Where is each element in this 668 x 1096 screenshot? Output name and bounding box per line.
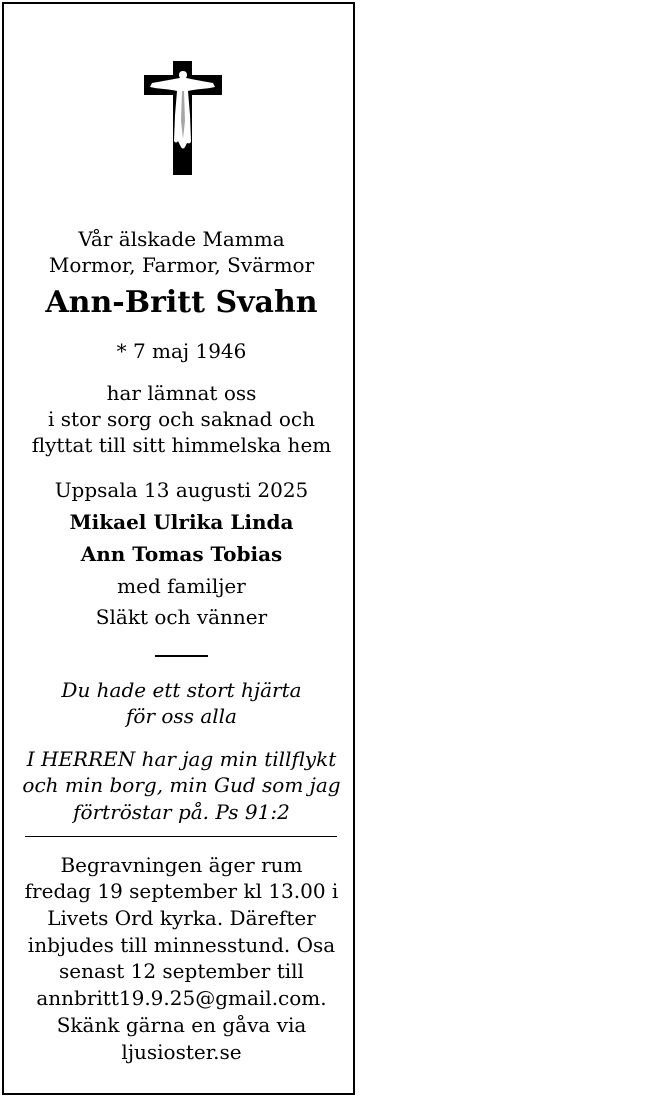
donation-site: ljusioster.se [121, 1040, 242, 1064]
verse-2-line-1: I HERREN har jag min tillflykt [26, 747, 337, 771]
place-date: Uppsala 13 augusti 2025 [54, 478, 309, 502]
verse-1-line-1: Du hade ett stort hjärta [61, 678, 302, 702]
message-line-1: har lämnat oss [106, 381, 257, 405]
funeral-line-1: Begravningen äger rum [60, 853, 303, 877]
mourners-line-1: Mikael Ulrika Linda [69, 510, 294, 534]
deceased-name: Ann-Britt Svahn [45, 285, 318, 320]
birth-date: * 7 maj 1946 [116, 339, 247, 363]
families-line: med familjer [117, 574, 246, 598]
verse-1-line-2: för oss alla [126, 704, 237, 728]
verse-2-line-3: förtröstar på. Ps 91:2 [73, 800, 290, 824]
long-divider [25, 836, 337, 837]
crucifix-icon [144, 61, 222, 175]
funeral-line-7: Skänk gärna en gåva via [56, 1013, 307, 1037]
mourners-line-2: Ann Tomas Tobias [80, 542, 283, 566]
intro-line-2: Mormor, Farmor, Svärmor [48, 253, 315, 277]
short-divider [155, 655, 208, 657]
intro-line-1: Vår älskade Mamma [78, 227, 285, 251]
funeral-line-5: senast 12 september till [59, 959, 304, 983]
funeral-line-3: Livets Ord kyrka. Därefter [47, 906, 316, 930]
verse-2-line-2: och min borg, min Gud som jag [22, 773, 341, 797]
relatives-line: Släkt och vänner [95, 605, 268, 629]
message-line-3: flyttat till sitt himmelska hem [31, 433, 332, 457]
message-line-2: i stor sorg och saknad och [48, 407, 315, 431]
rsvp-email: annbritt19.9.25@gmail.com. [36, 986, 327, 1010]
funeral-line-2: fredag 19 september kl 13.00 i [24, 879, 339, 903]
notice-frame [2, 2, 355, 1095]
funeral-line-4: inbjudes till minnesstund. Osa [27, 933, 336, 957]
